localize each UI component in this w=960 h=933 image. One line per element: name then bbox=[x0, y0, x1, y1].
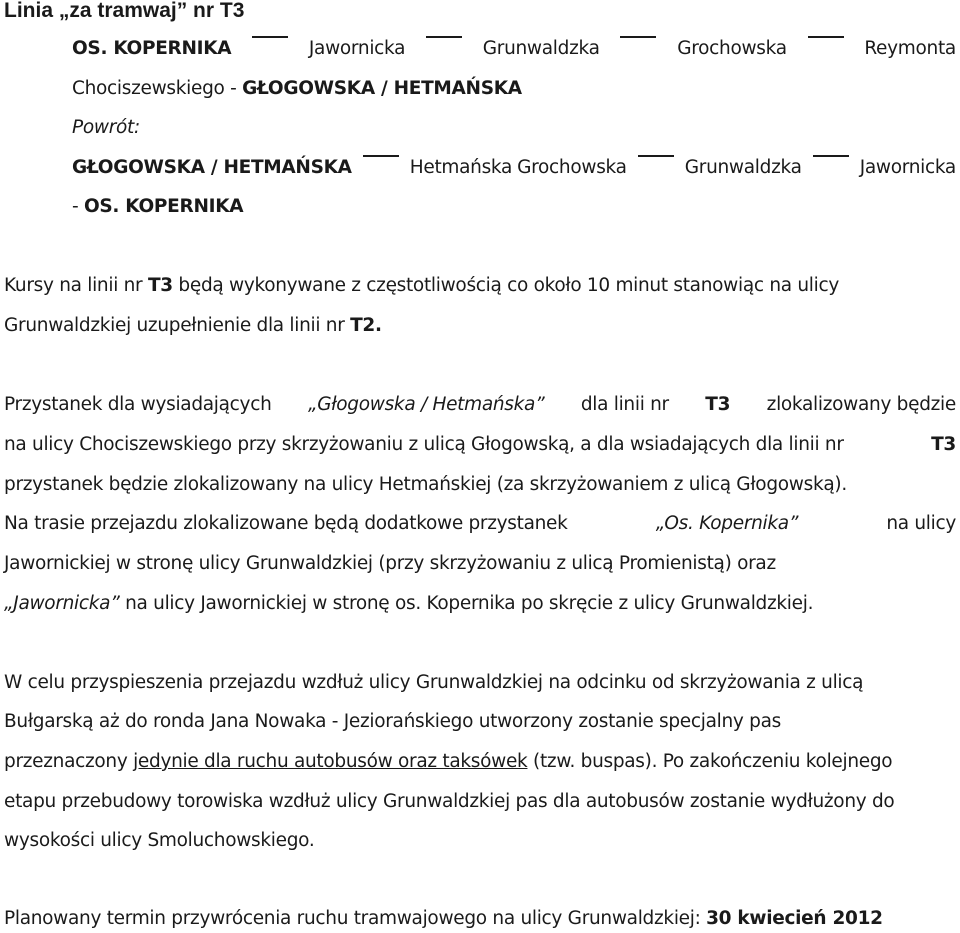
paragraph-buslane-line: W celu przyspieszenia przejazdu wzdłuż ulicy Grunwaldzkiej na odcinku od skrzyżowania z ulicą bbox=[4, 672, 864, 693]
document-title: Linia „za tramwaj” nr T3 bbox=[4, 0, 245, 22]
dash-icon bbox=[363, 155, 399, 157]
paragraph-stops-line: na ulicy Chociszewskiego przy skrzyżowaniu z ulicą Głogowską, a dla wsiadających dla linii nr T3 bbox=[4, 434, 956, 455]
route-stop: Grunwaldzka bbox=[684, 157, 802, 178]
route-stop-start: GŁOGOWSKA / HETMAŃSKA bbox=[72, 157, 352, 178]
paragraph-stops-line: Na trasie przejazdu zlokalizowane będą dodatkowe przystanek „Os. Kopernika” na ulicy bbox=[4, 513, 956, 534]
route-stop: Reymonta bbox=[864, 38, 956, 59]
route-return-line bbox=[72, 155, 956, 181]
dash-icon bbox=[426, 36, 462, 38]
paragraph-buslane-line: Bułgarską aż do ronda Jana Nowaka - Jeziorańskiego utworzony zostanie specjalny pas bbox=[4, 711, 781, 732]
route-stop: Jawornicka bbox=[859, 157, 956, 178]
paragraph-buslane-line: przeznaczony jedynie dla ruchu autobusów oraz taksówek (tzw. buspas). Po zakończeniu kolejnego bbox=[4, 751, 893, 772]
dash-icon bbox=[813, 155, 849, 157]
paragraph-stops-line: Przystanek dla wysiadających „Głogowska / Hetmańska” dla linii nr T3 zlokalizowany będzie bbox=[4, 394, 956, 415]
route-return-line-2: - OS. KOPERNIKA bbox=[72, 196, 244, 217]
route-outbound-line-2: Chociszewskiego - GŁOGOWSKA / HETMAŃSKA bbox=[72, 78, 522, 99]
paragraph-stops-line: Jawornickiej w stronę ulicy Grunwaldzkiej (przy skrzyżowaniu z ulicą Promienistą) oraz bbox=[4, 553, 776, 574]
route-stop-end: GŁOGOWSKA / HETMAŃSKA bbox=[242, 78, 522, 99]
dash-icon bbox=[808, 36, 844, 38]
route-stop: Hetmańska bbox=[409, 157, 513, 178]
paragraph-buslane-line: wysokości ulicy Smoluchowskiego. bbox=[4, 830, 315, 851]
paragraph-stops-line: „Jawornicka” na ulicy Jawornickiej w stronę os. Kopernika po skręcie z ulicy Grunwaldzkiej. bbox=[4, 593, 814, 614]
paragraph-buslane-line: etapu przebudowy torowiska wzdłuż ulicy Grunwaldzkiej pas dla autobusów zostanie wydłużony do bbox=[4, 791, 895, 812]
route-stop: Grunwaldzka bbox=[482, 38, 600, 59]
planned-date: 30 kwiecień 2012 bbox=[706, 908, 883, 929]
return-label: Powrót: bbox=[72, 117, 140, 138]
dash-icon bbox=[620, 36, 656, 38]
paragraph-frequency-line: Kursy na linii nr T3 będą wykonywane z częstotliwością co około 10 minut stanowiąc na ulicy bbox=[4, 275, 839, 296]
paragraph-frequency-line: Grunwaldzkiej uzupełnienie dla linii nr T2. bbox=[4, 315, 382, 336]
route-stop: Grochowska bbox=[677, 38, 787, 59]
planned-date-line: Planowany termin przywrócenia ruchu tramwajowego na ulicy Grunwaldzkiej: 30 kwiecień 2012 bbox=[4, 908, 883, 929]
route-stop: Chociszewskiego bbox=[72, 78, 225, 99]
paragraph-stops-line: przystanek będzie zlokalizowany na ulicy Hetmańskiej (za skrzyżowaniem z ulicą Głogowską). bbox=[4, 474, 847, 495]
route-outbound-line bbox=[72, 36, 956, 62]
route-stop: Grochowska bbox=[517, 157, 627, 178]
route-stop-end: OS. KOPERNIKA bbox=[83, 196, 244, 217]
route-stop: Jawornicka bbox=[308, 38, 406, 59]
dash-icon bbox=[638, 155, 674, 157]
route-stop-start: OS. KOPERNIKA bbox=[72, 38, 232, 59]
dash-icon bbox=[252, 36, 288, 38]
